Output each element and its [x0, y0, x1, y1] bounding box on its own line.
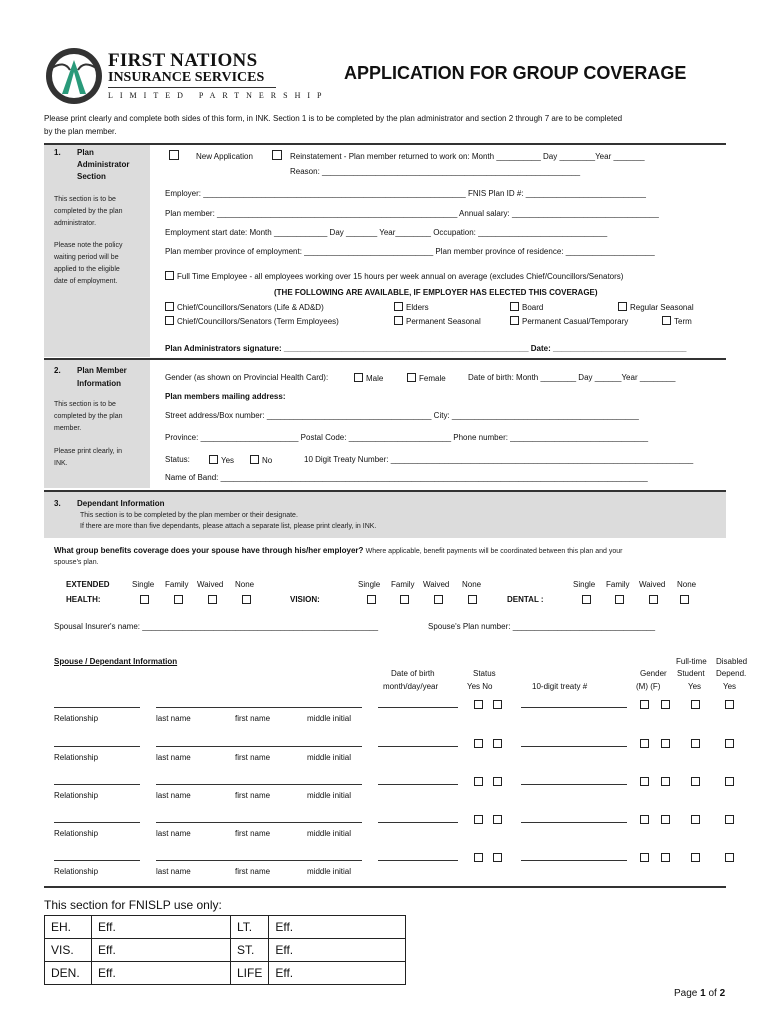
fnislp-cell[interactable]: Eff.: [92, 916, 231, 939]
option-label: Regular Seasonal: [630, 303, 694, 312]
fnislp-cell: EH.: [45, 916, 92, 939]
section-2-number: 2.: [54, 366, 61, 375]
health-waived-checkbox[interactable]: [208, 595, 217, 604]
checkbox[interactable]: [407, 373, 416, 382]
fulltime-student-checkbox[interactable]: [691, 700, 700, 709]
section-1-waiting-note: waiting period will be: [54, 254, 119, 261]
vision-single-checkbox[interactable]: [367, 595, 376, 604]
dob-line[interactable]: [378, 860, 458, 861]
treaty-header: 10-digit treaty #: [532, 682, 588, 691]
mailing-address-heading: Plan members mailing address:: [165, 392, 286, 401]
health-family-header: Family: [165, 580, 189, 589]
status-yes-checkbox[interactable]: [474, 777, 483, 786]
option-elders[interactable]: [394, 302, 429, 312]
health-none-checkbox[interactable]: [242, 595, 251, 604]
fulltime-student-checkbox[interactable]: [691, 815, 700, 824]
page-number: [674, 988, 725, 999]
first-name-label: first name: [235, 753, 271, 762]
fnislp-cell: LIFE: [231, 962, 269, 985]
first-name-label: first name: [235, 829, 271, 838]
fulltime-option[interactable]: [165, 271, 623, 281]
vision-none-checkbox[interactable]: [468, 595, 477, 604]
middle-initial-label: middle initial: [307, 791, 352, 800]
status-yes-checkbox[interactable]: [474, 739, 483, 748]
disabled-checkbox[interactable]: [725, 700, 734, 709]
relationship-label: Relationship: [54, 753, 99, 762]
status-yes-option[interactable]: [209, 455, 234, 465]
logo-line-1: FIRST NATIONS: [108, 50, 258, 71]
section-2-title-2: Information: [77, 379, 121, 388]
option-chief-life[interactable]: [165, 302, 324, 312]
status-header: Status: [473, 669, 496, 678]
relationship-line[interactable]: [54, 860, 140, 861]
gender-m-checkbox[interactable]: [640, 700, 649, 709]
name-line[interactable]: [156, 822, 362, 823]
fnislp-cell[interactable]: Eff.: [92, 939, 231, 962]
status-no-option[interactable]: [250, 455, 272, 465]
spouse-question-rest-2: spouse's plan.: [54, 559, 99, 566]
date-of-birth-field[interactable]: Date of birth: Month ________ Day ______Year ________: [468, 373, 676, 382]
section-1-number: 1.: [54, 148, 61, 157]
section-2-title-1: Plan Member: [77, 366, 127, 375]
section-1-note: administrator.: [54, 220, 97, 227]
dob-line[interactable]: [378, 746, 458, 747]
section-2-print-note: Please print clearly, in: [54, 448, 122, 455]
dob-line[interactable]: [378, 822, 458, 823]
option-label: Term: [674, 317, 692, 326]
fnislp-cell: LT.: [231, 916, 269, 939]
logo-underline: [108, 87, 276, 88]
dental-waived-checkbox[interactable]: [649, 595, 658, 604]
checkbox[interactable]: [165, 302, 174, 311]
section-3-subtitle: If there are more than five dependants, please attach a separate list, please print clearly, in INK.: [80, 523, 377, 530]
province-employment-field[interactable]: Plan member province of employment: _____________________________ Plan member province of residence: ____________________: [165, 247, 655, 256]
option-permanent-casual[interactable]: [510, 316, 628, 326]
name-line[interactable]: [156, 707, 362, 708]
spouse-plan-number-field[interactable]: Spouse's Plan number: ________________________________: [428, 622, 656, 631]
treaty-line[interactable]: [521, 860, 627, 861]
last-name-label: last name: [156, 714, 191, 723]
treaty-line[interactable]: [521, 822, 627, 823]
health-none-header: None: [235, 580, 255, 589]
province-postal-field[interactable]: Province: ______________________ Postal Code: _______________________ Phone number: _______________________________: [165, 433, 649, 442]
option-board[interactable]: [510, 302, 543, 312]
fulltime-label: Full Time Employee - all employees working over 15 hours per week annual on average (excludes Chief/Councillors/Senators): [177, 272, 624, 281]
status-yes-checkbox[interactable]: [474, 853, 483, 862]
employer-field[interactable]: Employer: ___________________________________________________________ FNIS Plan ID #: ___________________________: [165, 189, 646, 198]
reinstatement-checkbox[interactable]: [272, 150, 282, 160]
reinstatement-field[interactable]: Reinstatement - Plan member returned to work on: Month __________ Day ________Year _______: [290, 152, 645, 161]
last-name-label: last name: [156, 753, 191, 762]
checkbox[interactable]: [165, 316, 174, 325]
checkbox[interactable]: [662, 316, 671, 325]
status-no-checkbox[interactable]: [493, 700, 502, 709]
spouse-question-bold: What group benefits coverage does your spouse have through his/her employer?: [54, 546, 364, 555]
gender-female-option[interactable]: [407, 373, 446, 383]
treaty-line[interactable]: [521, 746, 627, 747]
option-permanent-seasonal[interactable]: [394, 316, 481, 326]
health-single-header: Single: [132, 580, 155, 589]
option-label: No: [262, 456, 273, 465]
dental-none-checkbox[interactable]: [680, 595, 689, 604]
fnislp-title: This section for FNISLP use only:: [44, 898, 222, 912]
middle-initial-label: middle initial: [307, 714, 352, 723]
status-yes-no-header: Yes No: [467, 682, 493, 691]
name-line[interactable]: [156, 860, 362, 861]
relationship-line[interactable]: [54, 784, 140, 785]
logo-emblem-icon: [44, 46, 104, 106]
status-yes-checkbox[interactable]: [474, 815, 483, 824]
logo: [44, 46, 329, 104]
page-title: APPLICATION FOR GROUP COVERAGE: [344, 63, 687, 83]
fnislp-cell[interactable]: Eff.: [269, 962, 406, 985]
option-label: Board: [522, 303, 544, 312]
first-name-label: first name: [235, 791, 271, 800]
fnislp-cell: VIS.: [45, 939, 92, 962]
section-2-note: member.: [54, 425, 82, 432]
checkbox[interactable]: [250, 455, 259, 464]
checkbox[interactable]: [394, 302, 403, 311]
fulltime-student-checkbox[interactable]: [691, 739, 700, 748]
page-current: 1: [700, 988, 706, 999]
name-line[interactable]: [156, 746, 362, 747]
section-3-title: Dependant Information: [77, 499, 165, 508]
dental-single-checkbox[interactable]: [582, 595, 591, 604]
new-application-checkbox[interactable]: [169, 150, 179, 160]
logo-line-3: LIMITED PARTNERSHIP: [108, 91, 329, 100]
vision-waived-header: Waived: [423, 580, 450, 589]
option-label: Chief/Councillors/Senators (Life & AD&D): [177, 303, 324, 312]
dental-none-header: None: [677, 580, 697, 589]
dental-family-checkbox[interactable]: [615, 595, 624, 604]
option-term[interactable]: [662, 316, 692, 326]
section-1-waiting-note: Please note the policy: [54, 242, 123, 249]
status-no-checkbox[interactable]: [493, 815, 502, 824]
checkbox[interactable]: [510, 302, 519, 311]
page-of: of: [708, 988, 717, 999]
administrator-signature-field[interactable]: Plan Administrators signature: _______________________________________________________ Date: ______________________________: [165, 344, 687, 353]
section-1-title-2: Administrator: [77, 160, 130, 169]
last-name-label: last name: [156, 791, 191, 800]
option-label: Permanent Casual/Temporary: [522, 317, 629, 326]
status-label: Status:: [165, 455, 190, 464]
gender-mf-header: (M) (F): [636, 682, 661, 691]
relationship-line[interactable]: [54, 822, 140, 823]
fulltime-checkbox[interactable]: [165, 271, 174, 280]
table-row: [45, 916, 406, 939]
intro-line-1: Please print clearly and complete both sides of this form, in INK. Section 1 is to be completed by the plan administrator and section 2 through 7 are to be completed: [44, 114, 623, 123]
checkbox[interactable]: [510, 316, 519, 325]
checkbox[interactable]: [618, 302, 627, 311]
option-label: Permanent Seasonal: [406, 317, 481, 326]
treaty-line[interactable]: [521, 784, 627, 785]
vision-family-header: Family: [391, 580, 415, 589]
dental-waived-header: Waived: [639, 580, 666, 589]
reason-field[interactable]: Reason: __________________________________________________________: [290, 167, 581, 176]
fnislp-table: [44, 915, 406, 985]
street-address-field[interactable]: Street address/Box number: _____________________________________ City: __________________________________________: [165, 411, 639, 420]
spouse-question-rest: Where applicable, benefit payments will be coordinated between this plan and your: [365, 548, 623, 555]
option-regular-seasonal[interactable]: [618, 302, 694, 312]
plan-member-field[interactable]: Plan member: ______________________________________________________ Annual salary: _________________________________: [165, 209, 659, 218]
spousal-insurer-field[interactable]: Spousal Insurer's name: _____________________________________________________: [54, 622, 379, 631]
gender-header: Gender: [640, 669, 667, 678]
dependant-info-heading: Spouse / Dependant Information: [54, 657, 178, 666]
gender-m-checkbox[interactable]: [640, 739, 649, 748]
status-no-checkbox[interactable]: [493, 853, 502, 862]
dental-family-header: Family: [606, 580, 630, 589]
disabled-checkbox[interactable]: [725, 739, 734, 748]
section-1-waiting-note: applied to the eligible: [54, 266, 120, 273]
fulltime-header-2: Student: [677, 669, 705, 678]
gender-f-checkbox[interactable]: [661, 853, 670, 862]
dob-line[interactable]: [378, 784, 458, 785]
gender-f-checkbox[interactable]: [661, 739, 670, 748]
last-name-label: last name: [156, 829, 191, 838]
status-yes-checkbox[interactable]: [474, 700, 483, 709]
status-no-checkbox[interactable]: [493, 739, 502, 748]
table-row: [45, 962, 406, 985]
disabled-checkbox[interactable]: [725, 777, 734, 786]
relationship-line[interactable]: [54, 746, 140, 747]
option-chief-term[interactable]: [165, 316, 339, 326]
dob-header: Date of birth: [391, 669, 435, 678]
fnislp-cell[interactable]: Eff.: [269, 916, 406, 939]
relationship-label: Relationship: [54, 714, 99, 723]
gender-label: Gender (as shown on Provincial Health Card):: [165, 373, 329, 382]
checkbox[interactable]: [209, 455, 218, 464]
section-3-bottom-rule: [44, 886, 726, 888]
relationship-label: Relationship: [54, 829, 99, 838]
middle-initial-label: middle initial: [307, 829, 352, 838]
vision-waived-checkbox[interactable]: [434, 595, 443, 604]
last-name-label: last name: [156, 867, 191, 876]
fulltime-header-1: Full-time: [676, 657, 707, 666]
disabled-header-1: Disabled: [716, 657, 748, 666]
fulltime-student-checkbox[interactable]: [691, 853, 700, 862]
gender-m-checkbox[interactable]: [640, 853, 649, 862]
health-family-checkbox[interactable]: [174, 595, 183, 604]
section-1-note: This section is to be: [54, 196, 116, 203]
middle-initial-label: middle initial: [307, 753, 352, 762]
first-name-label: first name: [235, 714, 271, 723]
checkbox[interactable]: [354, 373, 363, 382]
disabled-header-3: Yes: [723, 682, 737, 691]
gender-m-checkbox[interactable]: [640, 777, 649, 786]
table-row: [45, 939, 406, 962]
dob-line[interactable]: [378, 707, 458, 708]
fnislp-cell[interactable]: Eff.: [92, 962, 231, 985]
gender-f-checkbox[interactable]: [661, 700, 670, 709]
section-2-note: This section is to be: [54, 401, 116, 408]
option-label: Chief/Councillors/Senators (Term Employees): [177, 317, 339, 326]
gender-f-checkbox[interactable]: [661, 777, 670, 786]
new-application-label: New Application: [196, 152, 253, 161]
fnislp-cell: DEN.: [45, 962, 92, 985]
option-label: Female: [419, 374, 446, 383]
treaty-line[interactable]: [521, 707, 627, 708]
name-line[interactable]: [156, 784, 362, 785]
section-2-note: completed by the plan: [54, 413, 123, 420]
fulltime-student-checkbox[interactable]: [691, 777, 700, 786]
section-3-number: 3.: [54, 499, 61, 508]
dob-format-header: month/day/year: [383, 682, 439, 691]
option-label: Yes: [221, 456, 235, 465]
section-1-title-1: Plan: [77, 148, 94, 157]
disabled-checkbox[interactable]: [725, 853, 734, 862]
fnislp-cell: ST.: [231, 939, 269, 962]
page-label: Page: [674, 988, 698, 999]
disabled-checkbox[interactable]: [725, 815, 734, 824]
vision-none-header: None: [462, 580, 482, 589]
coverage-note: (THE FOLLOWING ARE AVAILABLE, IF EMPLOYER HAS ELECTED THIS COVERAGE): [274, 288, 598, 297]
vision-family-checkbox[interactable]: [400, 595, 409, 604]
logo-line-2: INSURANCE SERVICES: [108, 70, 265, 85]
option-label: Elders: [406, 303, 429, 312]
gender-f-checkbox[interactable]: [661, 815, 670, 824]
relationship-line[interactable]: [54, 707, 140, 708]
page-total: 2: [719, 988, 726, 999]
section-1-note: completed by the plan: [54, 208, 123, 215]
fnislp-cell[interactable]: Eff.: [269, 939, 406, 962]
treaty-number-field[interactable]: 10 Digit Treaty Number: ____________________________________________________________________: [304, 455, 694, 464]
first-name-label: first name: [235, 867, 271, 876]
section-3-subtitle: This section is to be completed by the plan member or their designate.: [80, 512, 298, 519]
gender-male-option[interactable]: [354, 373, 383, 383]
spouse-question: [54, 546, 622, 555]
health-waived-header: Waived: [197, 580, 224, 589]
dental-label: DENTAL :: [507, 595, 544, 604]
extended-label: EXTENDED: [66, 580, 110, 589]
fulltime-header-3: Yes: [688, 682, 702, 691]
band-name-field[interactable]: Name of Band: ________________________________________________________________________________________________: [165, 473, 648, 482]
vision-label: VISION:: [290, 595, 320, 604]
relationship-label: Relationship: [54, 791, 99, 800]
employment-start-field[interactable]: Employment start date: Month ____________ Day _______ Year________ Occupation: _____________________________: [165, 228, 608, 237]
disabled-header-2: Depend.: [716, 669, 747, 678]
vision-single-header: Single: [358, 580, 381, 589]
health-label: HEALTH:: [66, 595, 101, 604]
checkbox[interactable]: [394, 316, 403, 325]
section-1-waiting-note: date of employment.: [54, 278, 118, 285]
dental-single-header: Single: [573, 580, 596, 589]
middle-initial-label: middle initial: [307, 867, 352, 876]
section-2-print-note: INK.: [54, 460, 68, 467]
health-single-checkbox[interactable]: [140, 595, 149, 604]
status-no-checkbox[interactable]: [493, 777, 502, 786]
relationship-label: Relationship: [54, 867, 99, 876]
option-label: Male: [366, 374, 384, 383]
section-1-title-3: Section: [77, 172, 106, 181]
intro-line-2: by the plan member.: [44, 127, 117, 136]
gender-m-checkbox[interactable]: [640, 815, 649, 824]
